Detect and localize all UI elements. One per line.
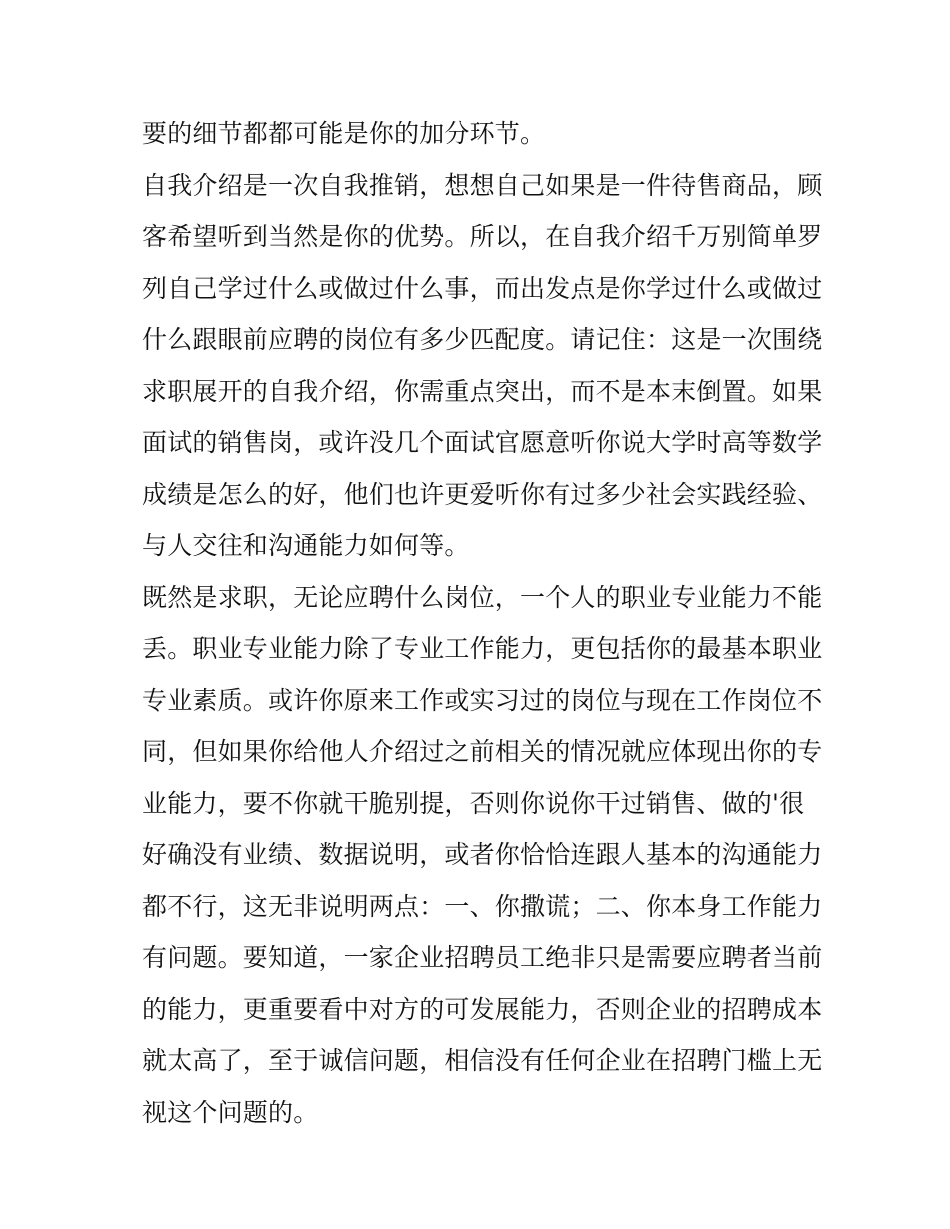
text-line: 同，但如果你给他人介绍过之前相关的情况就应体现出你的专 xyxy=(142,737,823,766)
text-line: 就太高了，至于诚信问题，相信没有任何企业在招聘门槛上无 xyxy=(142,1046,823,1075)
text-line: 好确没有业绩、数据说明，或者你恰恰连跟人基本的沟通能力 xyxy=(142,840,823,869)
text-line: 既然是求职，无论应聘什么岗位，一个人的职业专业能力不能 xyxy=(142,582,823,612)
text-line: 客希望听到当然是你的优势。所以，在自我介绍千万别简单罗 xyxy=(142,222,823,251)
text-line: 都不行，这无非说明两点：一、你撒谎；二、你本身工作能力 xyxy=(142,891,823,921)
body-text xyxy=(142,108,822,1138)
text-line: 有问题。要知道，一家企业招聘员工绝非只是需要应聘者当前 xyxy=(142,943,823,972)
text-line: 自我介绍是一次自我推销，想想自己如果是一件待售商品，顾 xyxy=(142,170,823,200)
text-line: 面试的销售岗，或许没几个面试官愿意听你说大学时高等数学 xyxy=(142,428,823,457)
text-line: 业能力，要不你就干脆别提，否则你说你干过销售、做的'很 xyxy=(142,788,805,818)
text-line: 与人交往和沟通能力如何等。 xyxy=(142,531,470,560)
text-line: 什么跟眼前应聘的岗位有多少匹配度。请记住：这是一次围绕 xyxy=(142,325,823,354)
text-line: 要的细节都都可能是你的加分环节。 xyxy=(142,119,546,148)
text-line: 成绩是怎么的好，他们也许更爱听你有过多少社会实践经验、 xyxy=(142,479,823,509)
text-line: 求职展开的自我介绍，你需重点突出，而不是本末倒置。如果 xyxy=(142,376,823,406)
text-line: 专业素质。或许你原来工作或实习过的岗位与现在工作岗位不 xyxy=(142,685,823,715)
text-line: 的能力，更重要看中对方的可发展能力，否则企业的招聘成本 xyxy=(142,994,823,1024)
text-line: 丢。职业专业能力除了专业工作能力，更包括你的最基本职业 xyxy=(142,634,823,663)
text-line: 列自己学过什么或做过什么事，而出发点是你学过什么或做过 xyxy=(142,273,823,303)
text-line: 视这个问题的。 xyxy=(142,1097,319,1127)
